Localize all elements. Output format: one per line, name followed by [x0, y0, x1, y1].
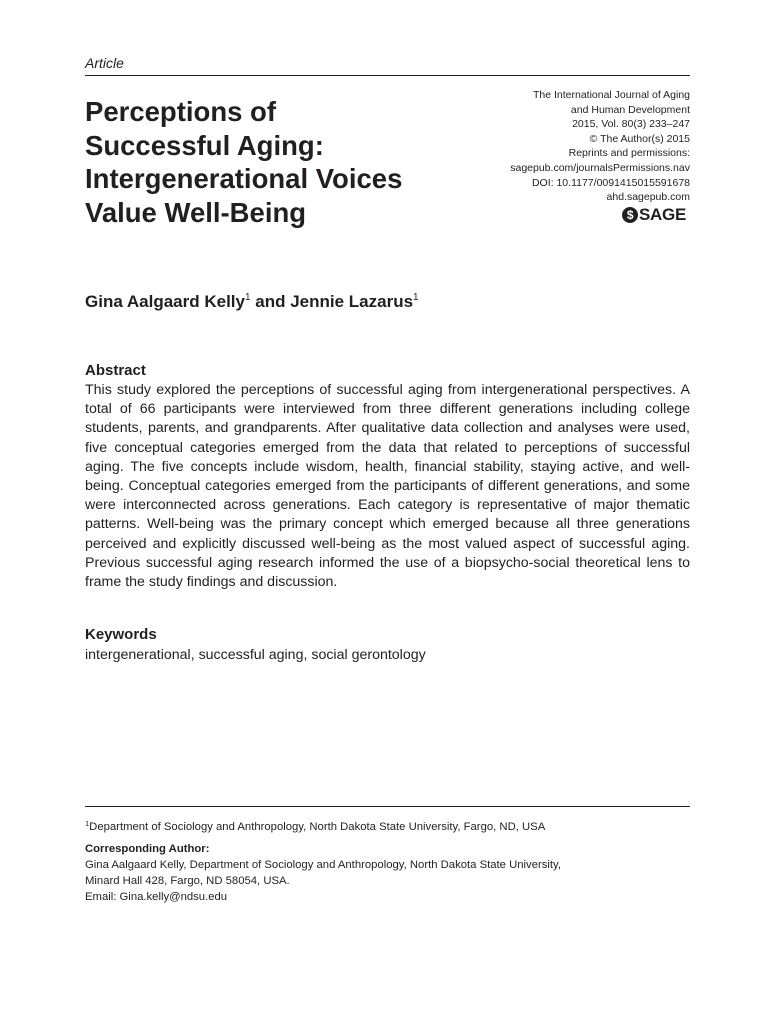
- journal-info: [430, 88, 690, 205]
- copyright: © The Author(s) 2015: [589, 132, 690, 145]
- affiliation-text: Department of Sociology and Anthropology, North Dakota State University, Fargo, ND, USA: [89, 821, 546, 833]
- affiliation-marker: 1: [85, 819, 90, 828]
- journal-name-line1: The International Journal of Aging: [532, 89, 690, 101]
- footnotes: [85, 816, 690, 905]
- keywords-text: intergenerational, successful aging, social gerontology: [85, 647, 426, 663]
- affiliation-note: [85, 816, 690, 835]
- keywords-heading: Keywords: [85, 626, 157, 643]
- corresponding-author-address-line2: Minard Hall 428, Fargo, ND 58054, USA.: [85, 875, 290, 887]
- sage-logo-text: SAGE: [639, 205, 686, 224]
- section-label: Article: [85, 55, 124, 71]
- reprints-label: Reprints and permissions:: [568, 147, 690, 160]
- sage-logo: [622, 204, 686, 226]
- abstract-text: This study explored the perceptions of successful aging from intergenerational perspectives. A total of 66 participants were interviewed from three different generations including college students, parents, and grandparents. After qualitative data collection and analyses were used, five conceptual categories emerged from the data that related to perceptions of successful aging. The five concepts include wisdom, health, financial stability, staying active, and well-being. Conceptual categories emerged from the participants of different generations, and some were interconnected across generations. Each category is representative of major thematic patterns. Well-being was the primary concept which emerged because all three generations perceived and explicitly discussed well-being as the most valued aspect of successful aging. Previous successful aging research informed the use of a biopsycho-social theoretical lens to frame the study findings and discussion.: [85, 382, 690, 591]
- article-title: Perceptions of Successful Aging: Intergenerational Voices Value Well-Being: [85, 96, 403, 228]
- author-affiliation-marker: 1: [413, 292, 419, 303]
- author-list: [85, 292, 419, 312]
- header-divider: [85, 75, 690, 76]
- author-conjunction: and: [250, 292, 291, 311]
- author-name: Gina Aalgaard Kelly: [85, 292, 245, 311]
- author-name: Jennie Lazarus: [290, 292, 414, 311]
- corresponding-author-address-line1: Gina Aalgaard Kelly, Department of Sociology and Anthropology, North Dakota State University,: [85, 859, 561, 871]
- journal-website[interactable]: ahd.sagepub.com: [606, 191, 690, 204]
- abstract-heading: Abstract: [85, 362, 146, 379]
- dollar-s-circle-icon: $: [622, 207, 638, 223]
- permissions-link[interactable]: sagepub.com/journalsPermissions.nav: [510, 161, 690, 174]
- journal-volume: 2015, Vol. 80(3) 233–247: [572, 118, 690, 131]
- footnote-divider: [85, 806, 690, 807]
- doi[interactable]: DOI: 10.1177/0091415015591678: [531, 176, 690, 189]
- journal-name-line2: and Human Development: [570, 103, 690, 116]
- corresponding-author-email[interactable]: Email: Gina.kelly@ndsu.edu: [85, 891, 228, 903]
- author-affiliation-marker: 1: [244, 292, 251, 303]
- corresponding-author-label: Corresponding Author:: [85, 843, 210, 855]
